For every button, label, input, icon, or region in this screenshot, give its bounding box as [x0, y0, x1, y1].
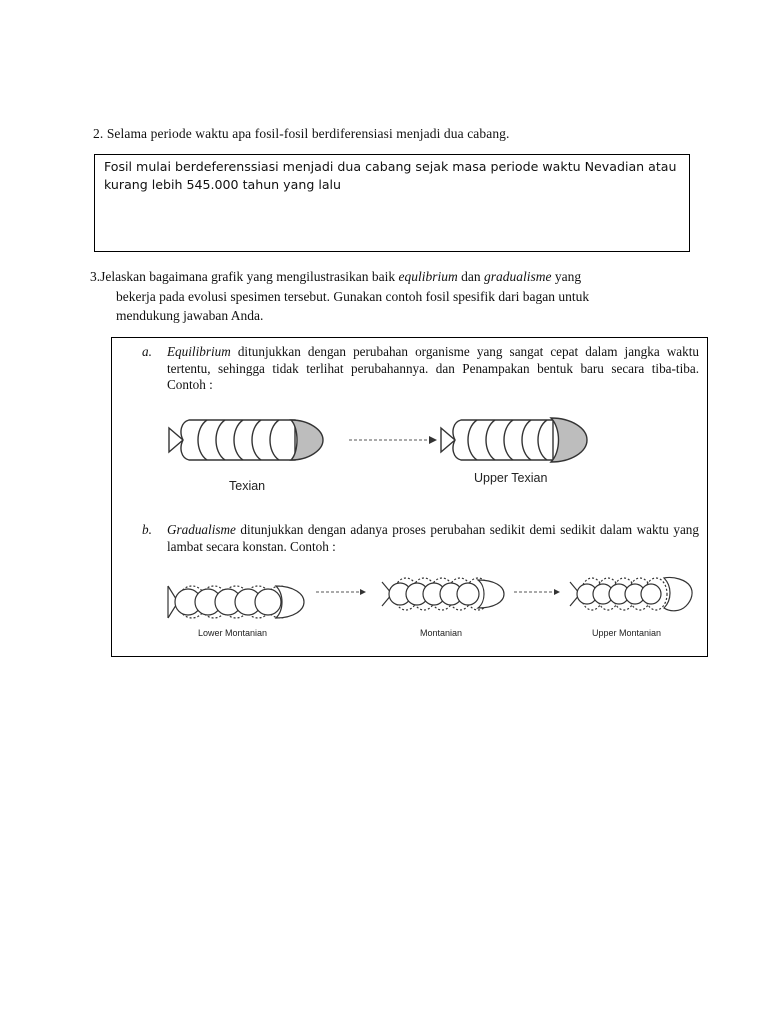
answer-a-term: Equilibrium	[167, 344, 231, 359]
equilibrium-figure	[167, 410, 587, 500]
upper-texian-fossil-icon	[441, 418, 587, 462]
question-3-line-1	[90, 267, 678, 287]
answer-b-marker: b.	[142, 522, 152, 537]
question-3-text-mid: dan	[457, 269, 485, 284]
answer-box-2	[94, 154, 690, 252]
figure-label-upper-texian: Upper Texian	[474, 471, 548, 485]
question-3-text-after: yang	[551, 269, 582, 284]
answer-a-marker: a.	[142, 344, 152, 359]
question-3-line-3: mendukung jawaban Anda.	[116, 308, 264, 323]
lower-montanian-fossil-icon	[168, 586, 304, 618]
answer-a-body	[142, 344, 699, 394]
question-3-text-1: Jelaskan bagaimana grafik yang mengilustrasikan baik	[100, 269, 399, 284]
montanian-fossil-icon	[382, 578, 504, 610]
question-2-text: Selama periode waktu apa fosil-fosil berdiferensiasi menjadi dua cabang.	[106, 126, 510, 141]
answer-a	[142, 344, 699, 394]
question-3-line-2: bekerja pada evolusi spesimen tersebut. Gunakan contoh fosil spesifik dari bagan untuk	[116, 288, 590, 304]
figure-label-upper-montanian: Upper Montanian	[592, 628, 662, 638]
figure-label-montanian: Montanian	[420, 628, 463, 638]
answer-b-term: Gradualisme	[167, 522, 236, 537]
arrow-icon	[349, 436, 437, 444]
arrow-icon	[514, 589, 560, 595]
question-3-term-equilibrium: equlibrium	[398, 269, 458, 284]
gradualism-figure	[164, 572, 704, 652]
answer-b-body	[142, 522, 699, 555]
question-2-number: 2.	[93, 126, 104, 141]
figure-label-texian: Texian	[229, 479, 266, 493]
answer-b-text: ditunjukkan dengan adanya proses perubahan sedikit demi sedikit dalam waktu yang lambat secara konstan. Contoh :	[167, 522, 699, 554]
texian-fossil-icon	[169, 420, 323, 460]
question-2	[93, 126, 510, 142]
answer-b	[142, 522, 699, 555]
question-3	[90, 267, 678, 326]
question-3-number: 3.	[90, 269, 101, 284]
upper-montanian-fossil-icon	[570, 577, 692, 610]
answer-box-3	[111, 337, 708, 657]
arrow-icon	[316, 589, 366, 595]
figure-label-lower-montanian: Lower Montanian	[198, 628, 268, 638]
answer-2-line-2: kurang lebih 545.000 tahun yang lalu	[104, 177, 342, 192]
question-3-term-gradualism: gradualisme	[484, 269, 552, 284]
answer-2-line-1: Fosil mulai berdeferenssiasi menjadi dua cabang sejak masa periode waktu Nevadian atau	[104, 159, 677, 174]
answer-a-text: ditunjukkan dengan perubahan organisme yang sangat cepat dalam jangka waktu tertentu, sehingga tidak terlihat perubahannya. dan Penampakan bentuk baru secara tiba-tiba. Contoh :	[167, 344, 699, 392]
